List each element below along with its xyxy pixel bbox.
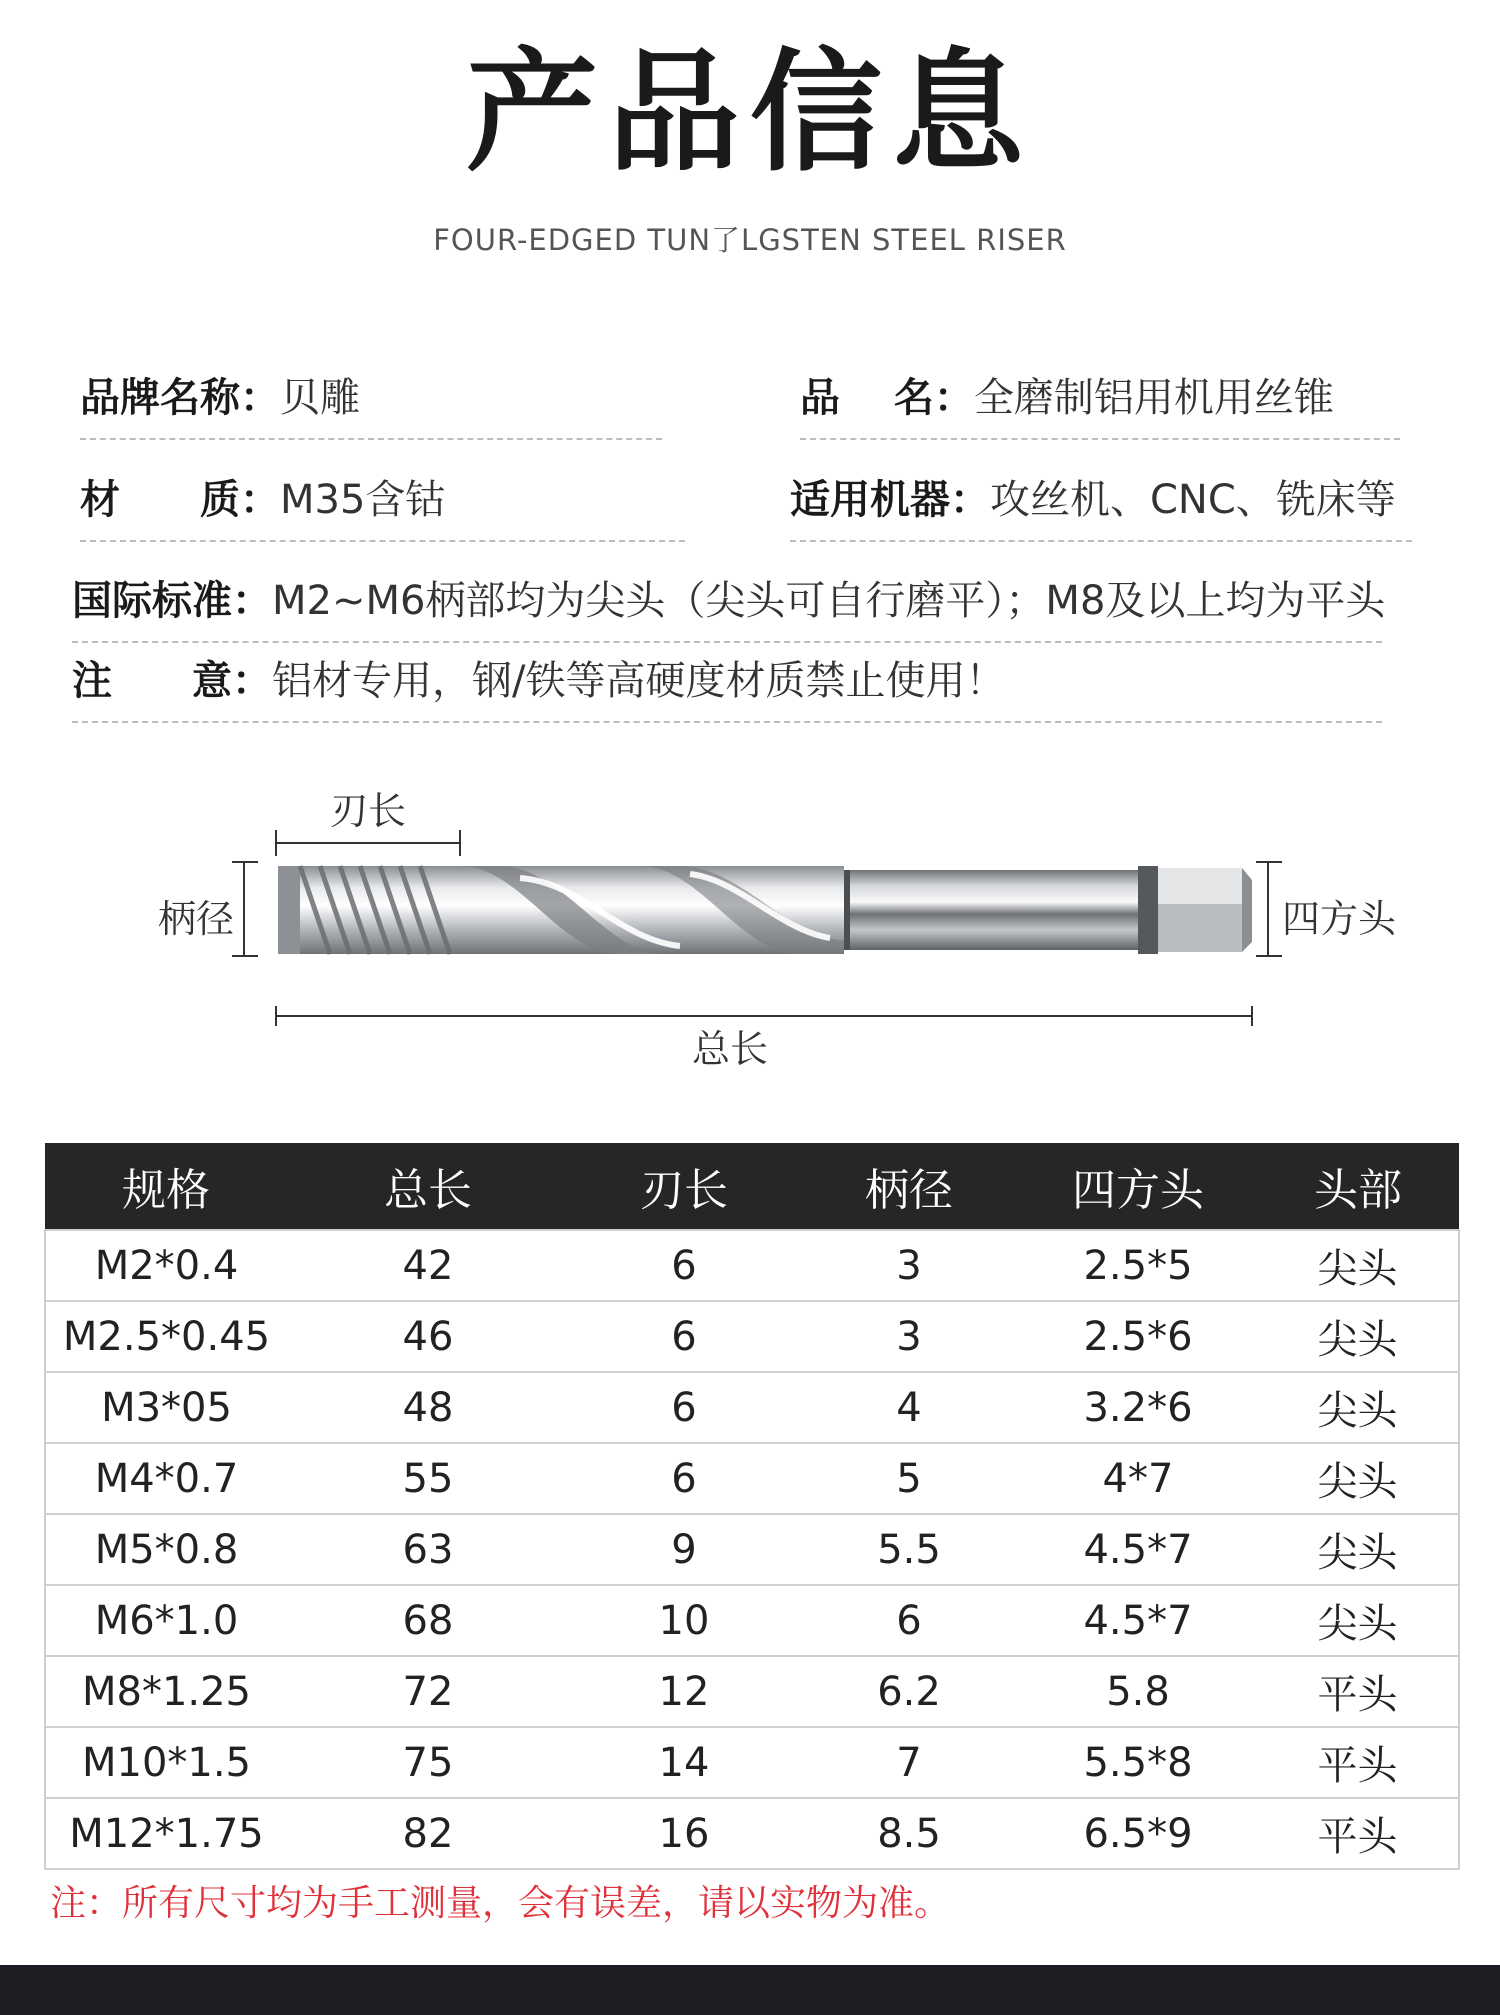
cell-spec: M10*1.5 — [45, 1727, 287, 1798]
cell-shank-diameter: 3 — [799, 1230, 1019, 1301]
tap-square-head — [1138, 866, 1252, 954]
info-product-name-label: 品 名： — [800, 375, 974, 421]
tap-body — [278, 866, 844, 954]
shank-edge — [844, 870, 850, 950]
info-machines-value: 攻丝机、CNC、铣床等 — [990, 477, 1396, 523]
header-square-head: 四方头 — [1019, 1143, 1257, 1230]
cell-total-length: 82 — [287, 1798, 569, 1869]
info-notice-value: 铝材专用，钢/铁等高硬度材质禁止使用！ — [272, 658, 1006, 704]
cell-total-length: 48 — [287, 1372, 569, 1443]
cell-total-length: 55 — [287, 1443, 569, 1514]
measurement-note: 注：所有尺寸均为手工测量，会有误差，请以实物为准。 — [50, 1883, 951, 1924]
square-head-label: 四方头 — [1282, 897, 1397, 941]
cell-shank-diameter: 3 — [799, 1301, 1019, 1372]
info-material-label: 材 质： — [80, 477, 280, 523]
info-notice — [72, 653, 1382, 723]
cell-square-head: 5.5*8 — [1019, 1727, 1257, 1798]
cell-head-type: 尖头 — [1257, 1301, 1459, 1372]
cell-head-type: 尖头 — [1257, 1514, 1459, 1585]
tap-diagram — [0, 770, 1500, 1070]
table-row — [45, 1656, 1459, 1727]
table-row — [45, 1443, 1459, 1514]
table-row — [45, 1301, 1459, 1372]
cell-shank-diameter: 5 — [799, 1443, 1019, 1514]
cell-blade-length: 10 — [569, 1585, 799, 1656]
info-notice-label: 注 意： — [72, 658, 272, 704]
table-row — [45, 1230, 1459, 1301]
table-row — [45, 1798, 1459, 1869]
cell-blade-length: 6 — [569, 1230, 799, 1301]
cell-total-length: 46 — [287, 1301, 569, 1372]
tap-shank — [844, 870, 1138, 950]
cell-spec: M2*0.4 — [45, 1230, 287, 1301]
cell-shank-diameter: 5.5 — [799, 1514, 1019, 1585]
info-standard — [72, 573, 1386, 643]
cell-shank-diameter: 7 — [799, 1727, 1019, 1798]
info-material — [80, 472, 685, 542]
shank-diameter-dimension — [232, 862, 258, 956]
info-material-value: M35含钴 — [280, 477, 446, 523]
cell-shank-diameter: 6 — [799, 1585, 1019, 1656]
header-blade-length: 刃长 — [569, 1143, 799, 1230]
cell-spec: M12*1.75 — [45, 1798, 287, 1869]
table-header-row — [45, 1143, 1459, 1230]
info-standard-value: M2~M6柄部均为尖头（尖头可自行磨平）；M8及以上均为平头 — [272, 578, 1386, 624]
cell-spec: M5*0.8 — [45, 1514, 287, 1585]
cell-shank-diameter: 6.2 — [799, 1656, 1019, 1727]
cell-blade-length: 14 — [569, 1727, 799, 1798]
header-shank-diameter: 柄径 — [799, 1143, 1019, 1230]
blade-length-label: 刃长 — [330, 789, 407, 833]
footer-band — [0, 1965, 1500, 2015]
cell-head-type: 尖头 — [1257, 1443, 1459, 1514]
cell-blade-length: 9 — [569, 1514, 799, 1585]
info-machines — [790, 472, 1412, 542]
cell-head-type: 尖头 — [1257, 1372, 1459, 1443]
cell-square-head: 2.5*5 — [1019, 1230, 1257, 1301]
shank-diameter-label: 柄径 — [158, 897, 235, 941]
cell-square-head: 5.8 — [1019, 1656, 1257, 1727]
table-row — [45, 1372, 1459, 1443]
page-title: 产品信息 — [466, 36, 1034, 190]
page-subtitle: FOUR-EDGED TUN了LGSTEN STEEL RISER — [433, 223, 1067, 257]
square-head-dimension — [1256, 862, 1282, 956]
cell-square-head: 2.5*6 — [1019, 1301, 1257, 1372]
total-length-label: 总长 — [692, 1027, 769, 1071]
info-brand-value: 贝雕 — [280, 375, 360, 421]
cell-blade-length: 6 — [569, 1372, 799, 1443]
cell-head-type: 尖头 — [1257, 1230, 1459, 1301]
header-spec: 规格 — [45, 1143, 287, 1230]
cell-square-head: 3.2*6 — [1019, 1372, 1257, 1443]
table-row — [45, 1514, 1459, 1585]
cell-square-head: 6.5*9 — [1019, 1798, 1257, 1869]
cell-head-type: 平头 — [1257, 1656, 1459, 1727]
cell-total-length: 68 — [287, 1585, 569, 1656]
cell-total-length: 63 — [287, 1514, 569, 1585]
info-standard-label: 国际标准： — [72, 578, 272, 624]
cell-square-head: 4*7 — [1019, 1443, 1257, 1514]
cell-spec: M4*0.7 — [45, 1443, 287, 1514]
spec-table — [44, 1143, 1460, 1870]
cell-blade-length: 12 — [569, 1656, 799, 1727]
header-head-type: 头部 — [1257, 1143, 1459, 1230]
cell-shank-diameter: 4 — [799, 1372, 1019, 1443]
cell-blade-length: 16 — [569, 1798, 799, 1869]
table-row — [45, 1727, 1459, 1798]
cell-spec: M6*1.0 — [45, 1585, 287, 1656]
cell-spec: M2.5*0.45 — [45, 1301, 287, 1372]
cell-head-type: 平头 — [1257, 1727, 1459, 1798]
cell-head-type: 平头 — [1257, 1798, 1459, 1869]
cell-total-length: 75 — [287, 1727, 569, 1798]
info-product-name-value: 全磨制铝用机用丝锥 — [973, 375, 1334, 421]
cell-total-length: 42 — [287, 1230, 569, 1301]
cell-head-type: 尖头 — [1257, 1585, 1459, 1656]
info-product-name — [800, 370, 1400, 440]
cell-spec: M8*1.25 — [45, 1656, 287, 1727]
cell-blade-length: 6 — [569, 1443, 799, 1514]
info-brand-label: 品牌名称： — [80, 375, 280, 421]
cell-total-length: 72 — [287, 1656, 569, 1727]
info-machines-label: 适用机器： — [790, 477, 990, 523]
header-total-length: 总长 — [287, 1143, 569, 1230]
cell-shank-diameter: 8.5 — [799, 1798, 1019, 1869]
cell-blade-length: 6 — [569, 1301, 799, 1372]
cell-square-head: 4.5*7 — [1019, 1585, 1257, 1656]
table-row — [45, 1585, 1459, 1656]
info-brand — [80, 370, 662, 440]
cell-spec: M3*05 — [45, 1372, 287, 1443]
cell-square-head: 4.5*7 — [1019, 1514, 1257, 1585]
